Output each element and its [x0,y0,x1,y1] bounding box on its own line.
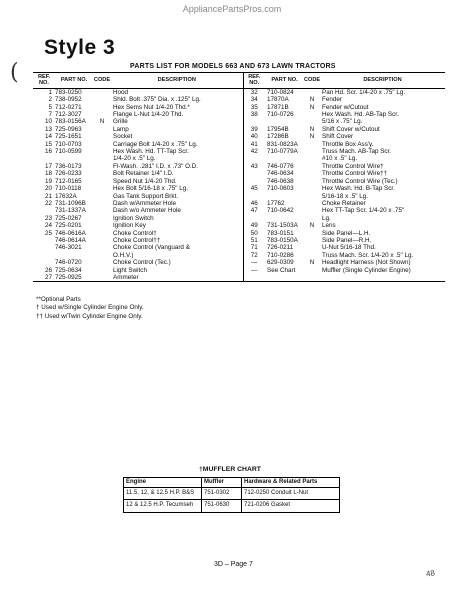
right-part-no: 831-0823A [267,140,298,148]
right-part-no: 17762 [267,199,285,207]
right-code [304,185,320,192]
parts-row [33,230,445,237]
left-description: Hood [113,88,129,96]
muffler-hardware: 721-0206 Gasket [242,500,340,512]
left-ref-no [33,237,55,244]
right-code [304,163,320,170]
right-part-no: 710-0726 [267,111,294,119]
right-part-no [265,274,304,282]
right-ref-no: 45 [243,185,265,192]
parts-row [33,207,445,214]
left-ref-no: 20 [44,185,52,193]
left-part-no: 725-0201 [55,222,82,230]
left-description: Ignition Key [113,222,146,230]
right-description: Lens [322,222,336,230]
parts-row [33,200,445,207]
left-description: Hex Wash. Hd. TT-Tap Scr. [113,148,189,156]
right-description: Fender w/Cutout [322,103,369,111]
right-ref-no: 50 [243,230,265,237]
parts-row [33,244,445,251]
right-part-no: See Chart [267,266,296,274]
left-description: Lamp [113,125,129,133]
muffler-part: 751-0302 [202,488,242,500]
right-code: N [309,125,315,133]
right-ref-no: 40 [243,133,265,140]
left-description: Gas Tank Support Brkt. [113,192,178,200]
style-title: Style 3 [44,36,116,59]
right-code [304,215,320,222]
right-ref-no: 49 [243,222,265,229]
right-description [320,274,445,282]
left-code [93,185,111,192]
left-description: Speed Nut 1/4-20 Thd. [113,177,177,185]
right-code [304,252,320,259]
right-ref-no: 46 [243,200,265,207]
right-code: N [309,96,315,104]
parts-table-header [33,73,445,89]
left-description: Choke Control†† [113,236,161,244]
right-ref-no [243,170,265,177]
left-description: Dash w/o Ammeter Hole [113,207,181,215]
left-code [93,141,111,148]
right-description: Truss Mach. Scr. 1/4-20 x .5" Lg. [322,251,414,259]
left-part-no: 783-0250 [55,88,82,96]
left-code [93,178,111,185]
left-part-no: 17632A [55,192,77,200]
parts-row [33,133,445,140]
muffler-part: 751-0630 [202,500,242,512]
muffler-engine: 12 & 12.5 H.P. Tecumseh [124,500,202,512]
left-part-no: 725-0925 [55,274,93,282]
header-part-no: PART NO. [55,73,93,89]
right-part-no: 710-0779A [267,148,298,156]
right-code: N [309,133,315,141]
right-description: U-Nut 5/16-18 Thd. [322,244,376,252]
left-part-no: 725-1651 [55,133,82,141]
left-code [93,133,111,140]
right-code [304,237,320,244]
right-part-no [265,155,304,162]
parts-row [33,163,445,170]
header-ref-no-2: REF. NO. [243,73,265,89]
left-code [93,267,111,274]
left-part-no: 731-1337A [55,207,86,215]
right-code: N [309,222,315,230]
parts-table [33,72,445,282]
left-description: Socket [113,133,133,141]
right-ref-no [243,274,265,282]
right-ref-no: 38 [243,111,265,118]
right-ref-no: — [243,267,265,274]
left-code [93,148,111,155]
parts-row [33,267,445,274]
left-code [93,222,111,229]
left-code [93,193,111,200]
left-code [93,215,111,222]
right-part-no: 746-0638 [267,177,294,185]
handwritten-mark: 48 [425,568,436,579]
parts-row [33,111,445,118]
parts-row [33,126,445,133]
parts-row [33,148,445,155]
right-code [304,244,320,251]
header-code-2: CODE [304,73,320,89]
right-description: Fender [322,96,342,104]
right-part-no: 710-0286 [267,251,294,259]
muffler-header-engine: Engine [124,478,202,488]
right-description: Throttle Box Ass'y. [322,140,374,148]
right-code [304,274,320,282]
left-part-no [55,252,93,259]
right-description: Throttle Control Wire†† [322,170,388,178]
muffler-header-hardware: Hardware & Related Parts [242,478,340,488]
right-part-no: 17954B [267,125,289,133]
left-ref-no: 14 [44,133,52,141]
header-description-2: DESCRIPTION [320,73,445,89]
left-description: Hex Bolt 5/16-18 x .75" Lg. [113,185,189,193]
left-part-no: 746-0720 [55,259,82,267]
left-ref-no: 21 [44,192,52,200]
left-ref-no: 25 [44,229,52,237]
right-part-no: 17871B [267,103,289,111]
left-description: Grille [113,118,128,126]
left-part-no: 746-0614A [55,236,86,244]
muffler-chart [123,477,340,513]
left-ref-no: 1 [48,88,52,96]
footnotes [36,296,144,321]
right-code [304,200,320,207]
left-ref-no [33,244,55,251]
parts-row [33,193,445,200]
right-ref-no: 35 [243,104,265,111]
right-ref-no: 41 [243,141,265,148]
right-part-no: 783-0150A [267,236,298,244]
footnote-optional: **Optional Parts [36,296,81,303]
left-description: Hex Sems Nut 1/4-20 Thd.* [113,103,190,111]
left-code [93,170,111,177]
right-description: Hex Wash. Hd. B-Tap Scr. [322,185,395,193]
left-part-no: 712-3027 [55,111,82,119]
parts-row [33,96,445,103]
right-code [304,178,320,185]
right-part-no: 746-0634 [267,170,294,178]
left-description: Choke Control (Vanguard & [113,244,190,252]
muffler-row [124,500,340,512]
right-code: N [309,103,315,111]
right-code [304,230,320,237]
left-code [93,200,111,207]
right-description: Side Panel—R.H. [322,236,372,244]
right-ref-no [243,215,265,222]
right-description: Truss Mach. AB-Tap Scr. [322,148,392,156]
left-description: Choke Control (Tec.) [113,259,171,267]
left-code [93,88,111,96]
left-code [93,259,111,266]
right-description: Throttle Control Wire (Tec.) [322,177,398,185]
right-code [304,193,320,200]
right-part-no: 746-0776 [267,162,294,170]
left-ref-no: 17 [44,162,52,170]
right-part-no: 710-0642 [267,207,294,215]
right-ref-no [243,155,265,162]
right-ref-no: 72 [243,252,265,259]
left-part-no: 712-0165 [55,177,82,185]
left-description: Dash w/Ammeter Hole [113,199,176,207]
left-code [93,96,111,103]
parts-row [33,215,445,222]
muffler-hardware: 712-0250 Conduit L-Nut [242,488,340,500]
right-ref-no: 71 [243,244,265,251]
right-description: Choke Retainer [322,199,366,207]
left-part-no: 725-0963 [55,125,82,133]
parts-row [33,104,445,111]
left-ref-no: 2 [48,96,52,104]
right-description: Hex TT-Tap Scr. 1/4-20 x .75" [322,207,405,215]
left-part-no: 783-0156A [55,118,86,126]
right-description: Side Panel—L.H. [322,229,371,237]
left-description: Choke Control† [113,229,157,237]
right-description: Shift Cover [322,133,354,141]
parts-row [33,118,445,125]
left-code [93,244,111,251]
muffler-engine: 11.5, 12, & 12.5 H.P. B&S [124,488,202,500]
left-code [93,163,111,170]
muffler-chart-title: †MUFFLER CHART [199,466,261,473]
left-ref-no [33,155,55,162]
right-ref-no: 34 [243,96,265,103]
left-description: Fl-Wash. .281" I.D. x .73" O.D. [113,162,199,170]
left-part-no: 725-0267 [55,214,82,222]
right-description: 5/16 x .75" Lg. [322,118,363,126]
parts-row [33,155,445,162]
left-ref-no: 15 [44,140,52,148]
muffler-header-muffler: Muffler [202,478,242,488]
left-description: Light Switch [113,266,147,274]
left-ref-no: 5 [48,103,52,111]
left-code [93,274,111,282]
right-code [304,207,320,214]
left-part-no: 712-0271 [55,103,82,111]
left-part-no: 746-0616A [55,229,86,237]
parts-row [33,185,445,192]
right-ref-no: 43 [243,163,265,170]
right-description: Shift Cover w/Cutout [322,125,380,133]
right-code [304,111,320,118]
left-ref-no [33,259,55,266]
right-ref-no: 51 [243,237,265,244]
right-part-no: 731-1503A [267,222,298,230]
header-ref-no: REF. NO. [33,73,55,89]
left-part-no: 710-0703 [55,140,82,148]
left-part-no: 726-0233 [55,170,82,178]
left-description: Carriage Bolt 1/4-20 x .75" Lg. [113,140,198,148]
muffler-row [124,488,340,500]
site-watermark: AppliancePartsPros.com [182,4,282,14]
right-part-no: 783-0151 [267,229,294,237]
left-description: Bolt Retainer 1/4" I.D. [113,170,174,178]
left-code [93,155,111,162]
left-ref-no: 7 [48,111,52,119]
right-code [304,155,320,162]
parts-row [33,170,445,177]
left-ref-no: 16 [44,148,52,156]
right-ref-no [243,118,265,125]
right-ref-no: 47 [243,207,265,214]
left-code [93,104,111,111]
right-part-no: 726-0211 [267,244,294,252]
parts-row [33,88,445,96]
left-description: Shld. Bolt .375" Dia. x .125" Lg. [113,96,201,104]
parts-row [33,259,445,266]
left-code [93,111,111,118]
left-ref-no: 18 [44,170,52,178]
left-ref-no [33,252,55,259]
footnote-single-cylinder: † Used w/Single Cylinder Engine Only. [36,304,144,312]
right-description: #10 x .5" Lg. [322,155,358,163]
left-description: 1/4-20 x .5" Lg. [113,155,156,163]
right-code [304,141,320,148]
left-ref-no: 19 [44,177,52,185]
right-code [304,118,320,125]
header-part-no-2: PART NO. [265,73,304,89]
right-part-no: 17286B [267,133,289,141]
header-code: CODE [93,73,111,89]
right-code [304,88,320,96]
right-description: 5/16-18 x .5" Lg. [322,192,368,200]
left-code: N [99,118,105,126]
footnote-twin-cylinder: †† Used w/Twin Cylinder Engine Only. [36,312,143,320]
right-description: Muffler (Single Cylinder Engine) [322,266,411,274]
left-part-no: 725-0634 [55,266,82,274]
left-description: O.H.V.) [113,251,134,259]
parts-row [33,237,445,244]
right-ref-no: 39 [243,126,265,133]
page-footer: 3D – Page 7 [214,561,253,568]
right-code [304,148,320,155]
left-part-no: 731-1096B [55,199,86,207]
right-ref-no [243,178,265,185]
left-ref-no: 13 [44,125,52,133]
left-ref-no: 24 [44,222,52,230]
parts-row [33,252,445,259]
left-code [93,230,111,237]
right-ref-no: 32 [243,88,265,96]
parts-list-title: PARTS LIST FOR MODELS 663 AND 673 LAWN TRACTORS [130,63,336,70]
left-part-no: 746-3021 [55,244,82,252]
left-code [93,237,111,244]
left-part-no: 710-0599 [55,148,82,156]
margin-mark: ( [10,60,19,85]
right-part-no: 629-0309 [267,259,294,267]
right-part-no [265,118,304,125]
right-ref-no: 42 [243,148,265,155]
left-ref-no: 26 [44,266,52,274]
right-ref-no: — [243,259,265,266]
left-code [93,252,111,259]
left-description: Ammeter [111,274,243,282]
right-code: N [309,259,315,267]
muffler-header-row [124,478,340,488]
left-ref-no: 10 [44,118,52,126]
right-part-no: 17870A [267,96,289,104]
left-part-no [55,155,93,162]
right-description: Throttle Control Wire† [322,162,384,170]
right-ref-no [243,193,265,200]
left-description: Ignition Switch [113,214,154,222]
left-part-no: 710-0118 [55,185,82,193]
left-ref-no: 27 [33,274,55,282]
right-part-no [265,193,304,200]
right-description: Headlight Harness (Not Shown) [322,259,411,267]
left-ref-no: 22 [44,199,52,207]
parts-row [33,222,445,229]
left-code [93,207,111,214]
header-description: DESCRIPTION [111,73,243,89]
right-description: Lg. [322,214,331,222]
left-description: Flange L-Nut 1/4-20 Thd. [113,111,184,119]
right-part-no [265,215,304,222]
right-part-no: 710-0824 [267,88,294,96]
right-code [304,170,320,177]
right-part-no: 710-0603 [267,185,294,193]
left-ref-no: 23 [44,214,52,222]
right-code [304,267,320,274]
left-ref-no [33,207,55,214]
right-description: Pan Hd. Scr. 1/4-20 x .75" Lg. [322,88,406,96]
parts-row [33,274,445,282]
parts-row [33,178,445,185]
left-code [93,126,111,133]
right-description: Hex Wash. Hd. AB-Tap Scr. [322,111,399,119]
parts-row [33,141,445,148]
left-part-no: 738-0952 [55,96,82,104]
left-part-no: 736-0173 [55,162,82,170]
